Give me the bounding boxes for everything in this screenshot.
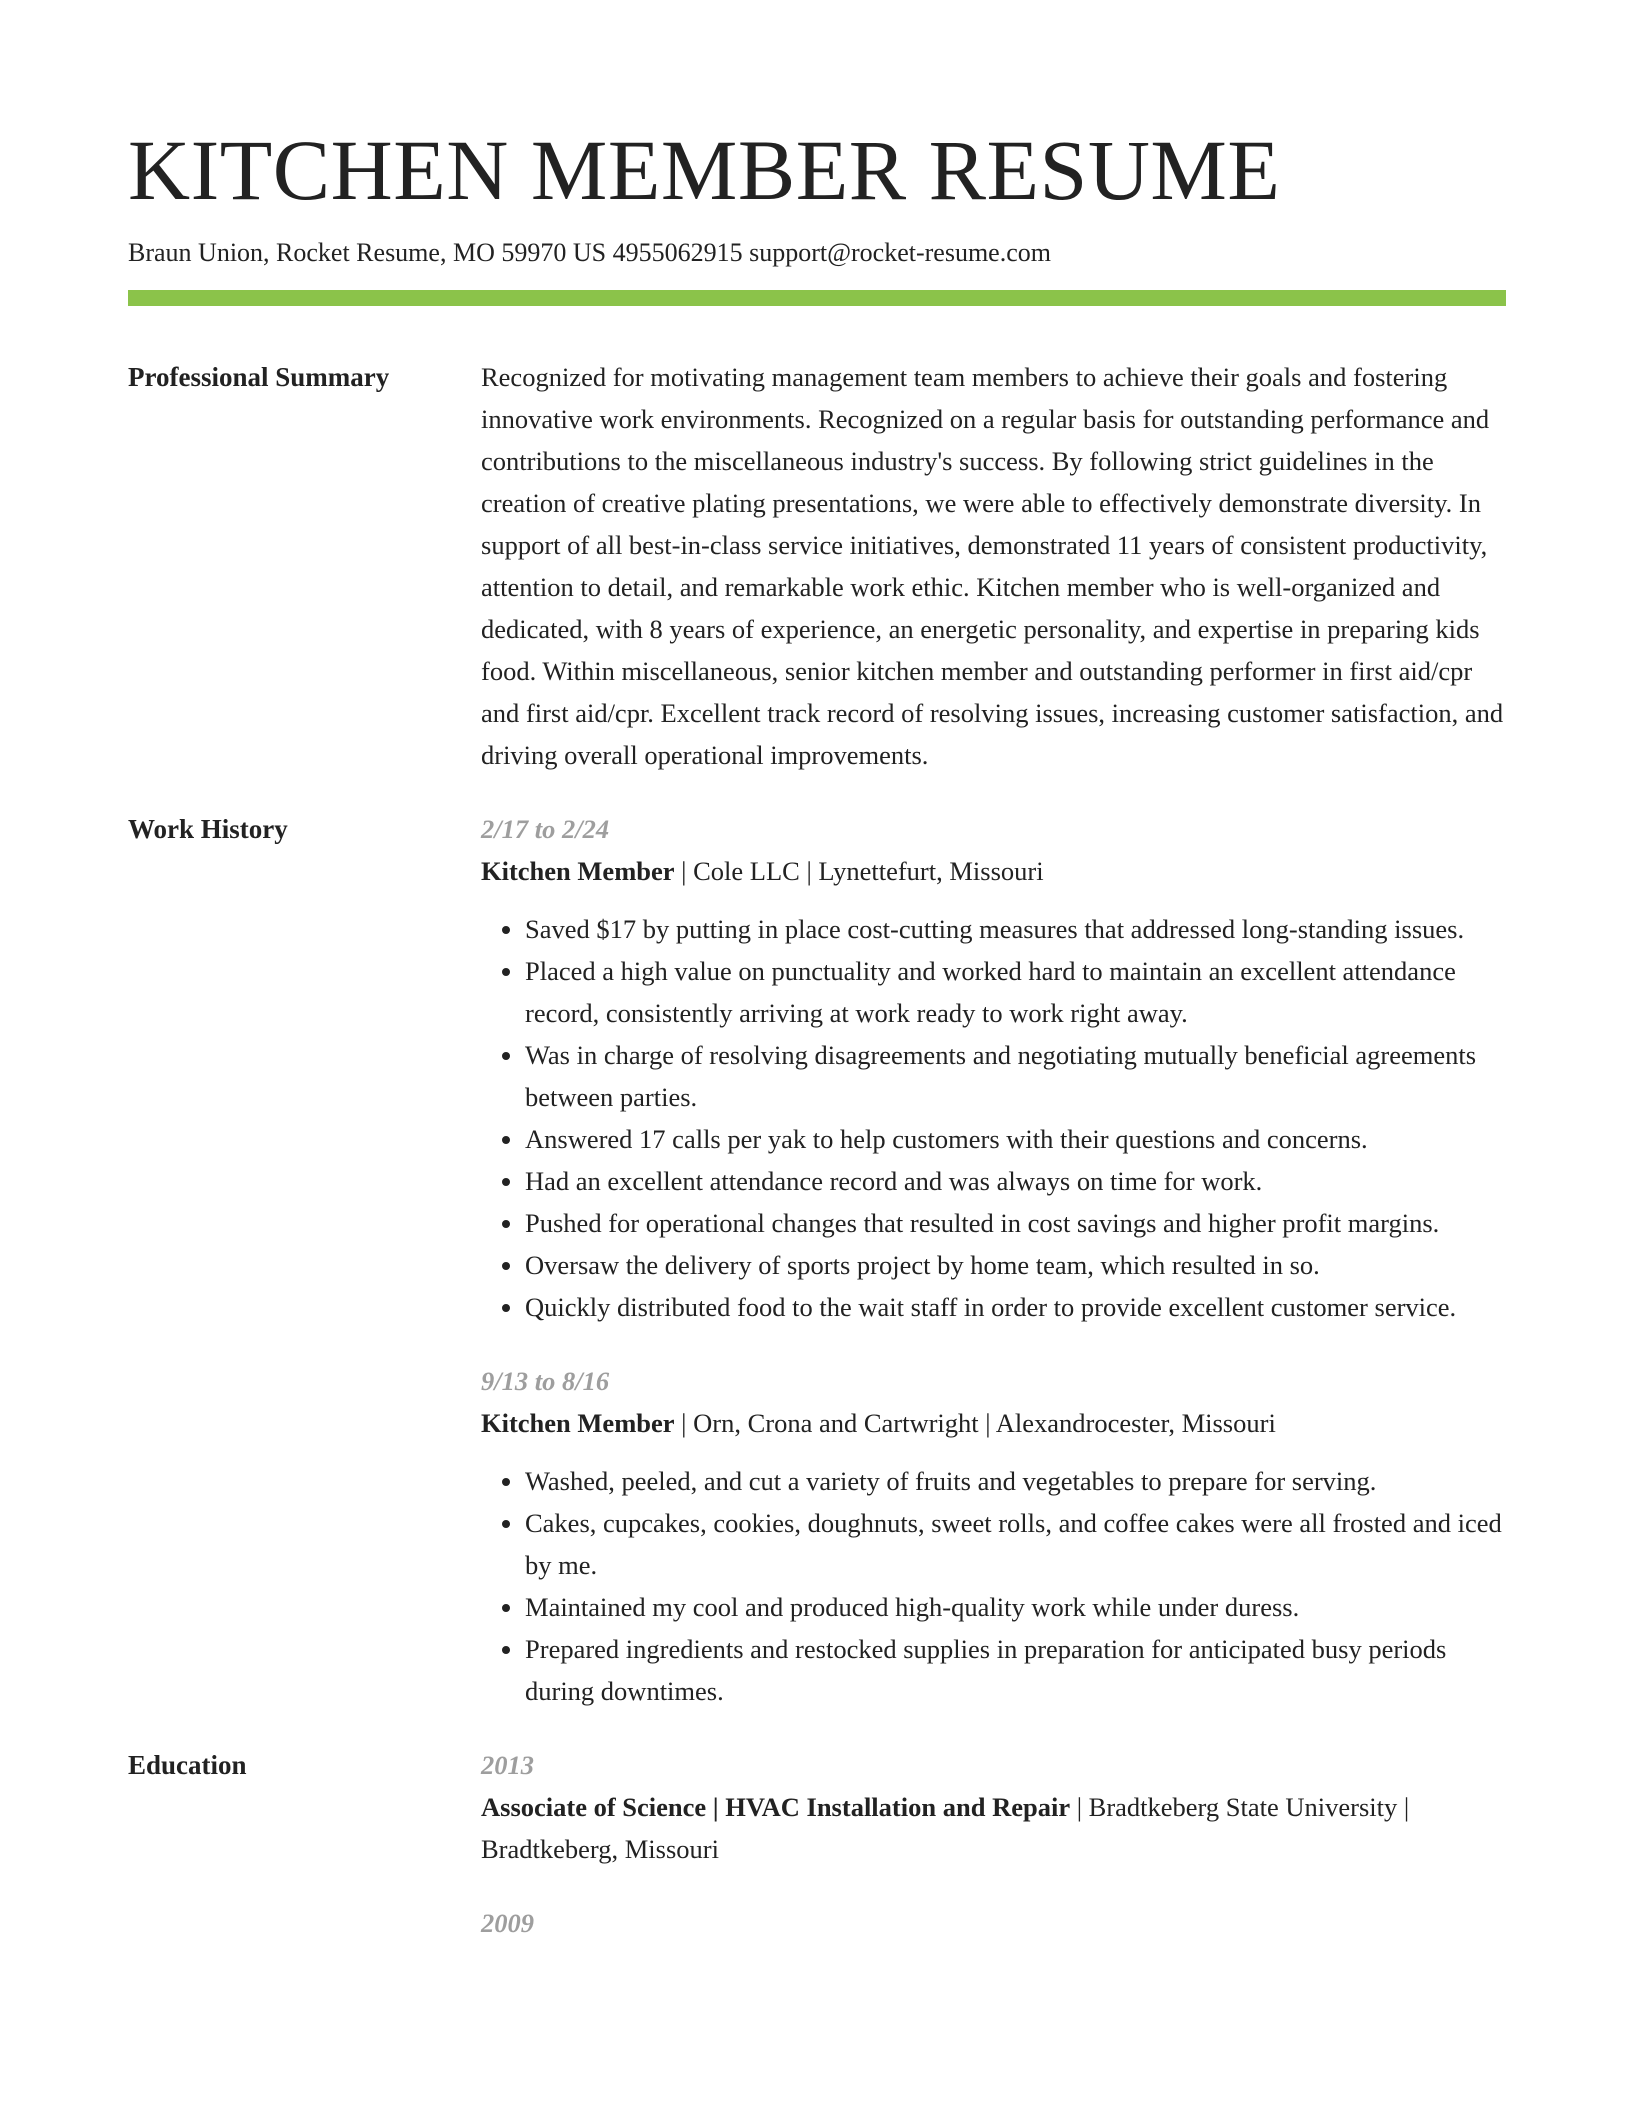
job-bullet: • Maintained my cool and produced high-quality work while under duress.	[525, 1586, 1506, 1628]
job-bullet: • Pushed for operational changes that resulted in cost savings and higher profit margins.	[525, 1202, 1506, 1244]
work-history-heading: Work History	[128, 814, 288, 844]
job-entry	[481, 808, 1506, 1328]
job-entry	[481, 1360, 1506, 1712]
job-bullet: • Washed, peeled, and cut a variety of fruits and vegetables to prepare for serving.	[525, 1460, 1506, 1502]
education-year: 2013	[481, 1750, 534, 1780]
education-degree: Associate of Science | HVAC Installation and Repair	[481, 1792, 1071, 1822]
education-heading: Education	[128, 1750, 247, 1780]
job-bullet: • Saved $17 by putting in place cost-cutting measures that addressed long-standing issues.	[525, 908, 1506, 950]
job-bullets	[481, 908, 1506, 1328]
job-dates: 9/13 to 8/16	[481, 1366, 610, 1396]
job-bullet: • Oversaw the delivery of sports project by home team, which resulted in so.	[525, 1244, 1506, 1286]
job-bullets	[481, 1460, 1506, 1712]
job-title: Kitchen Member	[481, 1408, 675, 1438]
job-bullet: • Placed a high value on punctuality and worked hard to maintain an excellent attendance record, consistently arriving at work ready to work right away.	[525, 950, 1506, 1034]
accent-divider	[128, 290, 1506, 306]
education-year: 2009	[481, 1908, 534, 1938]
job-line	[481, 1402, 1506, 1444]
work-history-section	[128, 808, 1506, 1712]
job-bullet: • Had an excellent attendance record and was always on time for work.	[525, 1160, 1506, 1202]
education-details: | Bradtkeberg State University | Bradtkeberg, Missouri	[481, 1792, 1410, 1864]
contact-line: Braun Union, Rocket Resume, MO 59970 US 4955062915 support@rocket-resume.com	[128, 238, 1051, 267]
education-entry	[481, 1744, 1506, 1870]
summary-body	[481, 356, 1506, 776]
resume-title: KITCHEN MEMBER RESUME	[128, 122, 1281, 218]
job-details: | Cole LLC | Lynettefurt, Missouri	[674, 856, 1044, 886]
education-line	[481, 1786, 1506, 1870]
summary-text: Recognized for motivating management team members to achieve their goals and fostering innovative work environments. Recognized on a regular basis for outstanding performance and contributions to the miscellaneous industry's success. By following strict guidelines in the creation of creative plating presentations, we were able to effectively demonstrate diversity. In support of all best-in-class service initiatives, demonstrated 11 years of consistent productivity, attention to detail, and remarkable work ethic. Kitchen member who is well-organized and dedicated, with 8 years of experience, an energetic personality, and expertise in preparing kids food. Within miscellaneous, senior kitchen member and outstanding performer in first aid/cpr and first aid/cpr. Excellent track record of resolving issues, increasing customer satisfaction, and driving overall operational improvements.	[481, 362, 1504, 770]
job-bullet: • Quickly distributed food to the wait staff in order to provide excellent customer service.	[525, 1286, 1506, 1328]
job-dates: 2/17 to 2/24	[481, 814, 610, 844]
job-bullet: • Prepared ingredients and restocked supplies in preparation for anticipated busy periods during downtimes.	[525, 1628, 1506, 1712]
job-bullet: • Was in charge of resolving disagreements and negotiating mutually beneficial agreements between parties.	[525, 1034, 1506, 1118]
job-bullet: • Answered 17 calls per yak to help customers with their questions and concerns.	[525, 1118, 1506, 1160]
job-line	[481, 850, 1506, 892]
job-details: | Orn, Crona and Cartwright | Alexandrocester, Missouri	[674, 1408, 1276, 1438]
job-title: Kitchen Member	[481, 856, 675, 886]
resume-page	[128, 0, 1506, 1944]
education-entry	[481, 1902, 1506, 1944]
education-body	[481, 1744, 1506, 1944]
summary-heading: Professional Summary	[128, 362, 390, 392]
summary-section	[128, 356, 1506, 776]
work-history-body	[481, 808, 1506, 1712]
education-section	[128, 1744, 1506, 1944]
job-bullet: • Cakes, cupcakes, cookies, doughnuts, sweet rolls, and coffee cakes were all frosted and iced by me.	[525, 1502, 1506, 1586]
